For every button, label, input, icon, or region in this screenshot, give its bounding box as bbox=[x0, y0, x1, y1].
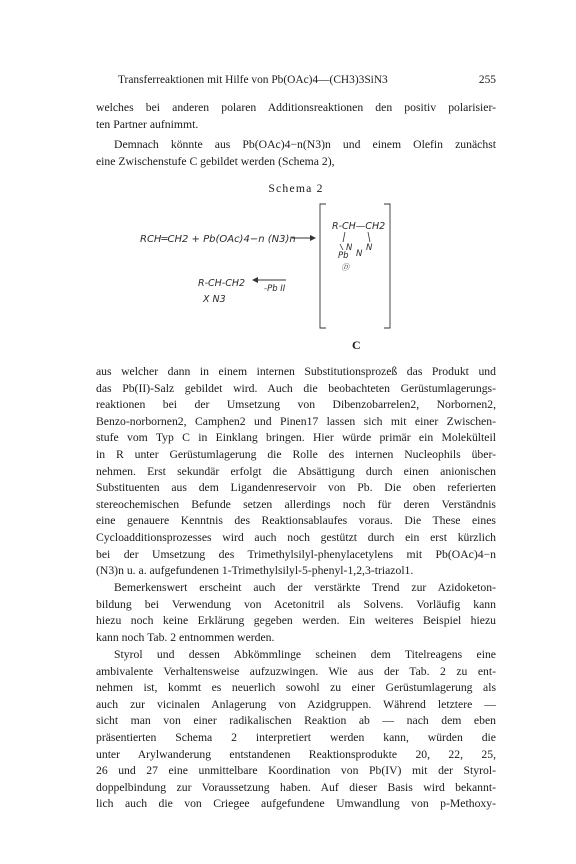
svg-text:N: N bbox=[366, 243, 373, 253]
text-line: nehmen ist, kommt es neuerlich sowohl zu einer Gerüstumlagerung als bbox=[96, 681, 496, 695]
text-line: sicht man von einer radikalischen Reaktion ab — nach dem eben bbox=[96, 714, 496, 728]
paragraph-4 bbox=[96, 580, 496, 646]
text-line: reaktionen bei der Umsetzung von Dibenzobarrelen2, Norbornen2, bbox=[96, 398, 496, 412]
intermediate-n: N bbox=[346, 243, 353, 253]
text-line: bei der Umsetzung des Trimethylsilyl-phenylacetylens mit Pb(OAc)4−n bbox=[96, 547, 496, 561]
product-top: R-CH-CH2 bbox=[198, 278, 246, 289]
text-line: präsentierten Schema 2 interpretiert werden kann, würden die bbox=[96, 730, 496, 744]
text-line: kann noch Tab. 2 entnommen werden. bbox=[96, 630, 275, 644]
text-line: ten Partner aufnimmt. bbox=[96, 117, 199, 131]
paragraph-1 bbox=[96, 100, 496, 133]
text-line: auch zur vicinalen Anlagerung von Azidgruppen. Während letztere — bbox=[96, 697, 496, 711]
text-line: (N3)n u. a. aufgefundenen 1-Trimethylsilyl-5-phenyl-1,2,3-triazol1. bbox=[96, 564, 414, 578]
text-line: eine Zwischenstufe C gebildet werden (Schema 2), bbox=[96, 154, 335, 168]
text-line: Benzo-norbornen2, Camphen2 und Pinen17 lassen sich mit einer Zwischen- bbox=[96, 414, 496, 428]
text-line: stereochemischen Befunde setzen allerdings noch für deren Verständnis bbox=[96, 497, 496, 511]
page-number: 255 bbox=[478, 74, 496, 86]
text-line: lich auch die von Criegee aufgefundene Umwandlung von p-Methoxy- bbox=[96, 797, 496, 811]
text-line: unter Arylwanderung entstandenen Reaktionsprodukte 20, 22, 25, bbox=[96, 747, 496, 761]
text-line: Demnach könnte aus Pb(OAc)4−n(N3)n und einem Olefin zunächst bbox=[114, 138, 496, 151]
scheme-label-c: C bbox=[352, 338, 361, 352]
reaction-scheme bbox=[140, 198, 420, 338]
text-line: stufe vom Typ C in Einklang bringen. Hier würde primär ein Molekülteil bbox=[96, 431, 496, 445]
text-line: aus welcher dann in einem internen Substitutionsprozeß das Produkt und bbox=[96, 365, 496, 378]
paragraph-3 bbox=[96, 364, 496, 580]
scheme-caption: Schema 2 bbox=[268, 182, 324, 195]
running-title: Transferreaktionen mit Hilfe von Pb(OAc)4—(CH3)3SiN3 bbox=[118, 74, 388, 86]
text-line: Substituenten aus dem Ligandenreservoir von Pb. Die oben referierten bbox=[96, 481, 496, 495]
scheme-reactant: RCH═CH2 + Pb(OAc)4−n (N3)n bbox=[140, 234, 296, 245]
text-line: bildung bei Verwendung von Acetonitril als Solvens. Vorläufig kann bbox=[96, 597, 496, 611]
intermediate-top: R-CH—CH2 bbox=[332, 221, 386, 232]
text-line: eine genauere Kenntnis des Reaktionsablaufes voraus. Die These eines bbox=[96, 514, 496, 528]
text-line: Bemerkenswert erscheint auch der verstärkte Trend zur Azidoketon- bbox=[114, 581, 496, 594]
text-line: welches bei anderen polaren Additionsreaktionen den positiv polarisier- bbox=[96, 101, 496, 114]
paragraph-2 bbox=[96, 137, 496, 170]
text-line: hiezu noch keine Erklärung gegeben werden. Ein weiteres Beispiel hiezu bbox=[96, 614, 496, 628]
intermediate-pb: Pb bbox=[338, 251, 349, 261]
text-line: das Pb(II)-Salz gebildet wird. Auch die beobachteten Gerüstumlagerungs- bbox=[96, 381, 496, 395]
text-line: Cycloadditionsprozesses wird auch noch gestützt durch ein erst kürzlich bbox=[96, 530, 496, 544]
text-line: in R unter Gerüstumlagerung die Rolle des internen Nucleophils über- bbox=[96, 447, 496, 461]
text-line: doppelbindung zur Voraussetzung haben. Auf dieser Basis wird bekannt- bbox=[96, 780, 496, 794]
scheme-elimination: -Pb II bbox=[264, 284, 286, 294]
text-line: Styrol und dessen Abkömmlinge scheinen dem Titelreagens eine bbox=[114, 648, 496, 661]
text-line: nehmen. Erst sekundär erfolgt die Absättigung durch einen anionischen bbox=[96, 464, 496, 478]
paragraph-5 bbox=[96, 647, 496, 813]
product-bottom: X N3 bbox=[203, 294, 226, 305]
text-line: ambivalente Verhaltensweise aufzuzwingen. Wie aus der Tab. 2 zu ent- bbox=[96, 664, 496, 678]
svg-text:Ⓓ: Ⓓ bbox=[341, 263, 349, 272]
text-line: 26 und 27 eine unmittelbare Koordination von Pb(IV) mit der Styrol- bbox=[96, 764, 496, 778]
svg-text:N: N bbox=[356, 249, 363, 259]
